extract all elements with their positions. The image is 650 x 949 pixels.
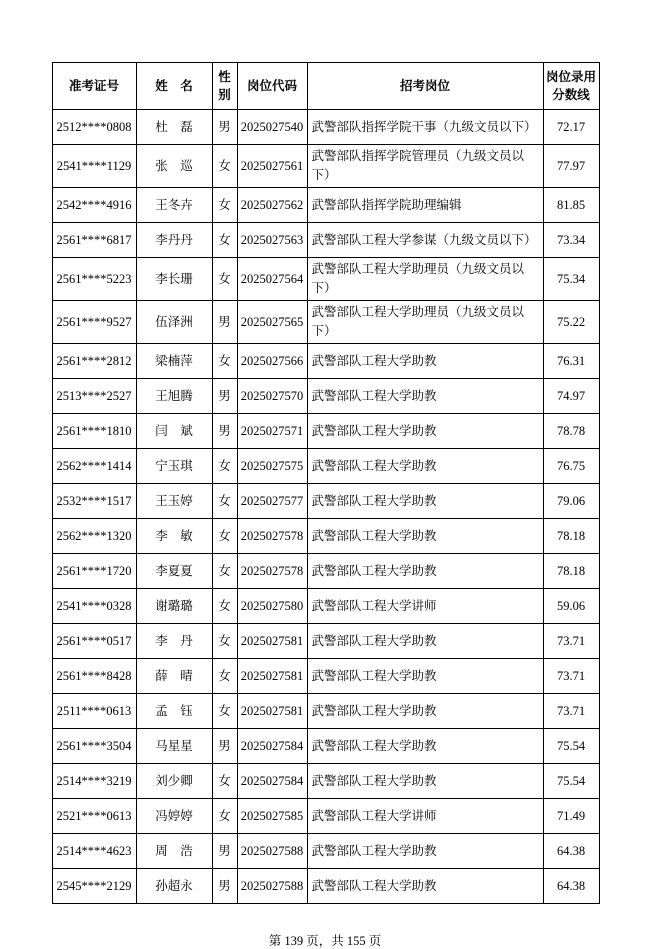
table-row bbox=[52, 589, 599, 624]
admission-no-cell: 2542****4916 bbox=[52, 188, 136, 223]
position-code-cell: 2025027570 bbox=[237, 379, 307, 414]
position-cell: 武警部队工程大学助教 bbox=[307, 484, 543, 519]
score-table-container bbox=[52, 0, 599, 904]
name-cell: 王冬卉 bbox=[136, 188, 212, 223]
table-row bbox=[52, 519, 599, 554]
score-cell: 78.18 bbox=[543, 554, 599, 589]
name-cell: 伍泽洲 bbox=[136, 301, 212, 344]
gender-cell: 男 bbox=[212, 301, 237, 344]
position-code-cell: 2025027578 bbox=[237, 519, 307, 554]
name-cell: 王玉婷 bbox=[136, 484, 212, 519]
name-cell: 马星星 bbox=[136, 729, 212, 764]
name-cell: 宁玉琪 bbox=[136, 449, 212, 484]
gender-cell: 女 bbox=[212, 188, 237, 223]
position-code-cell: 2025027581 bbox=[237, 659, 307, 694]
position-code-cell: 2025027563 bbox=[237, 223, 307, 258]
name-cell: 杜 磊 bbox=[136, 110, 212, 145]
admission-no-cell: 2511****0613 bbox=[52, 694, 136, 729]
name-cell: 王旭腾 bbox=[136, 379, 212, 414]
score-cell: 78.18 bbox=[543, 519, 599, 554]
score-cell: 75.34 bbox=[543, 258, 599, 301]
name-cell: 谢璐璐 bbox=[136, 589, 212, 624]
position-cell: 武警部队工程大学助教 bbox=[307, 694, 543, 729]
position-code-cell: 2025027584 bbox=[237, 764, 307, 799]
position-code-cell: 2025027581 bbox=[237, 694, 307, 729]
admission-no-cell: 2512****0808 bbox=[52, 110, 136, 145]
name-cell: 李 敏 bbox=[136, 519, 212, 554]
admission-no-cell: 2514****3219 bbox=[52, 764, 136, 799]
position-code-cell: 2025027588 bbox=[237, 834, 307, 869]
score-cell: 74.97 bbox=[543, 379, 599, 414]
table-header bbox=[52, 63, 599, 110]
table-row bbox=[52, 694, 599, 729]
gender-cell: 女 bbox=[212, 223, 237, 258]
score-cell: 81.85 bbox=[543, 188, 599, 223]
position-cell: 武警部队工程大学助教 bbox=[307, 344, 543, 379]
admission-no-cell: 2562****1414 bbox=[52, 449, 136, 484]
header-row bbox=[52, 63, 599, 110]
gender-cell: 女 bbox=[212, 554, 237, 589]
position-cell: 武警部队工程大学助教 bbox=[307, 729, 543, 764]
position-cell: 武警部队工程大学助教 bbox=[307, 449, 543, 484]
table-row bbox=[52, 659, 599, 694]
position-cell: 武警部队工程大学助教 bbox=[307, 414, 543, 449]
table-row bbox=[52, 449, 599, 484]
position-code-cell: 2025027578 bbox=[237, 554, 307, 589]
table-row bbox=[52, 764, 599, 799]
admission-no-cell: 2561****1810 bbox=[52, 414, 136, 449]
name-cell: 李 丹 bbox=[136, 624, 212, 659]
position-cell: 武警部队工程大学助教 bbox=[307, 624, 543, 659]
admission-no-cell: 2513****2527 bbox=[52, 379, 136, 414]
admission-no-cell: 2521****0613 bbox=[52, 799, 136, 834]
position-cell: 武警部队工程大学助理员（九级文员以下） bbox=[307, 301, 543, 344]
gender-cell: 女 bbox=[212, 145, 237, 188]
position-code-cell: 2025027562 bbox=[237, 188, 307, 223]
header-admission-no: 准考证号 bbox=[52, 63, 136, 110]
gender-cell: 男 bbox=[212, 834, 237, 869]
table-row bbox=[52, 223, 599, 258]
score-cell: 75.54 bbox=[543, 764, 599, 799]
position-cell: 武警部队工程大学助教 bbox=[307, 869, 543, 904]
table-row bbox=[52, 110, 599, 145]
position-cell: 武警部队工程大学助教 bbox=[307, 519, 543, 554]
gender-cell: 女 bbox=[212, 344, 237, 379]
position-code-cell: 2025027540 bbox=[237, 110, 307, 145]
position-cell: 武警部队指挥学院管理员（九级文员以下） bbox=[307, 145, 543, 188]
table-row bbox=[52, 799, 599, 834]
position-cell: 武警部队工程大学助教 bbox=[307, 379, 543, 414]
table-row bbox=[52, 145, 599, 188]
table-row bbox=[52, 554, 599, 589]
score-cell: 73.71 bbox=[543, 659, 599, 694]
name-cell: 孙超永 bbox=[136, 869, 212, 904]
position-code-cell: 2025027581 bbox=[237, 624, 307, 659]
gender-cell: 女 bbox=[212, 519, 237, 554]
position-code-cell: 2025027565 bbox=[237, 301, 307, 344]
table-row bbox=[52, 624, 599, 659]
position-cell: 武警部队工程大学助教 bbox=[307, 834, 543, 869]
header-position-code: 岗位代码 bbox=[237, 63, 307, 110]
name-cell: 薛 晴 bbox=[136, 659, 212, 694]
position-code-cell: 2025027564 bbox=[237, 258, 307, 301]
score-cell: 71.49 bbox=[543, 799, 599, 834]
name-cell: 李夏夏 bbox=[136, 554, 212, 589]
header-name: 姓 名 bbox=[136, 63, 212, 110]
admission-no-cell: 2561****8428 bbox=[52, 659, 136, 694]
score-cell: 76.31 bbox=[543, 344, 599, 379]
score-cell: 75.22 bbox=[543, 301, 599, 344]
table-row bbox=[52, 834, 599, 869]
position-code-cell: 2025027580 bbox=[237, 589, 307, 624]
table-row bbox=[52, 188, 599, 223]
score-cell: 73.71 bbox=[543, 624, 599, 659]
table-row bbox=[52, 414, 599, 449]
position-code-cell: 2025027566 bbox=[237, 344, 307, 379]
admission-no-cell: 2561****6817 bbox=[52, 223, 136, 258]
position-cell: 武警部队工程大学助理员（九级文员以下） bbox=[307, 258, 543, 301]
gender-cell: 男 bbox=[212, 869, 237, 904]
admission-no-cell: 2561****2812 bbox=[52, 344, 136, 379]
table-row bbox=[52, 258, 599, 301]
table-row bbox=[52, 484, 599, 519]
score-cell: 75.54 bbox=[543, 729, 599, 764]
position-cell: 武警部队工程大学讲师 bbox=[307, 589, 543, 624]
header-gender: 性别 bbox=[212, 63, 237, 110]
admission-no-cell: 2561****1720 bbox=[52, 554, 136, 589]
position-cell: 武警部队工程大学助教 bbox=[307, 659, 543, 694]
admission-no-cell: 2541****1129 bbox=[52, 145, 136, 188]
table-row bbox=[52, 344, 599, 379]
admission-no-cell: 2545****2129 bbox=[52, 869, 136, 904]
admission-no-cell: 2561****5223 bbox=[52, 258, 136, 301]
position-cell: 武警部队工程大学讲师 bbox=[307, 799, 543, 834]
score-cell: 72.17 bbox=[543, 110, 599, 145]
position-cell: 武警部队工程大学助教 bbox=[307, 554, 543, 589]
table-row bbox=[52, 379, 599, 414]
table-row bbox=[52, 301, 599, 344]
name-cell: 刘少卿 bbox=[136, 764, 212, 799]
name-cell: 闫 斌 bbox=[136, 414, 212, 449]
admission-no-cell: 2561****3504 bbox=[52, 729, 136, 764]
gender-cell: 女 bbox=[212, 624, 237, 659]
position-code-cell: 2025027577 bbox=[237, 484, 307, 519]
admission-no-cell: 2561****9527 bbox=[52, 301, 136, 344]
header-position: 招考岗位 bbox=[307, 63, 543, 110]
admission-no-cell: 2541****0328 bbox=[52, 589, 136, 624]
position-cell: 武警部队工程大学助教 bbox=[307, 764, 543, 799]
position-code-cell: 2025027585 bbox=[237, 799, 307, 834]
position-code-cell: 2025027561 bbox=[237, 145, 307, 188]
gender-cell: 女 bbox=[212, 258, 237, 301]
header-score-line: 岗位录用分数线 bbox=[543, 63, 599, 110]
position-code-cell: 2025027588 bbox=[237, 869, 307, 904]
gender-cell: 男 bbox=[212, 729, 237, 764]
score-cell: 59.06 bbox=[543, 589, 599, 624]
table-body bbox=[52, 110, 599, 904]
gender-cell: 女 bbox=[212, 799, 237, 834]
table-row bbox=[52, 729, 599, 764]
name-cell: 李长珊 bbox=[136, 258, 212, 301]
admission-no-cell: 2532****1517 bbox=[52, 484, 136, 519]
gender-cell: 男 bbox=[212, 379, 237, 414]
name-cell: 李丹丹 bbox=[136, 223, 212, 258]
score-cell: 78.78 bbox=[543, 414, 599, 449]
gender-cell: 男 bbox=[212, 414, 237, 449]
admission-no-cell: 2514****4623 bbox=[52, 834, 136, 869]
score-cell: 73.34 bbox=[543, 223, 599, 258]
score-cell: 77.97 bbox=[543, 145, 599, 188]
gender-cell: 女 bbox=[212, 449, 237, 484]
admission-no-cell: 2562****1320 bbox=[52, 519, 136, 554]
gender-cell: 女 bbox=[212, 484, 237, 519]
gender-cell: 女 bbox=[212, 589, 237, 624]
position-cell: 武警部队指挥学院助理编辑 bbox=[307, 188, 543, 223]
page-indicator: 第 139 页，共 155 页 bbox=[268, 934, 382, 948]
score-table bbox=[52, 62, 600, 904]
score-cell: 73.71 bbox=[543, 694, 599, 729]
score-cell: 64.38 bbox=[543, 834, 599, 869]
name-cell: 梁楠萍 bbox=[136, 344, 212, 379]
gender-cell: 女 bbox=[212, 659, 237, 694]
gender-cell: 男 bbox=[212, 110, 237, 145]
name-cell: 冯婷婷 bbox=[136, 799, 212, 834]
name-cell: 张 巡 bbox=[136, 145, 212, 188]
position-cell: 武警部队指挥学院干事（九级文员以下） bbox=[307, 110, 543, 145]
admission-no-cell: 2561****0517 bbox=[52, 624, 136, 659]
name-cell: 孟 钰 bbox=[136, 694, 212, 729]
gender-cell: 女 bbox=[212, 764, 237, 799]
position-code-cell: 2025027575 bbox=[237, 449, 307, 484]
name-cell: 周 浩 bbox=[136, 834, 212, 869]
score-cell: 76.75 bbox=[543, 449, 599, 484]
score-cell: 79.06 bbox=[543, 484, 599, 519]
position-code-cell: 2025027584 bbox=[237, 729, 307, 764]
position-code-cell: 2025027571 bbox=[237, 414, 307, 449]
table-row bbox=[52, 869, 599, 904]
score-cell: 64.38 bbox=[543, 869, 599, 904]
position-cell: 武警部队工程大学参谋（九级文员以下） bbox=[307, 223, 543, 258]
gender-cell: 女 bbox=[212, 694, 237, 729]
